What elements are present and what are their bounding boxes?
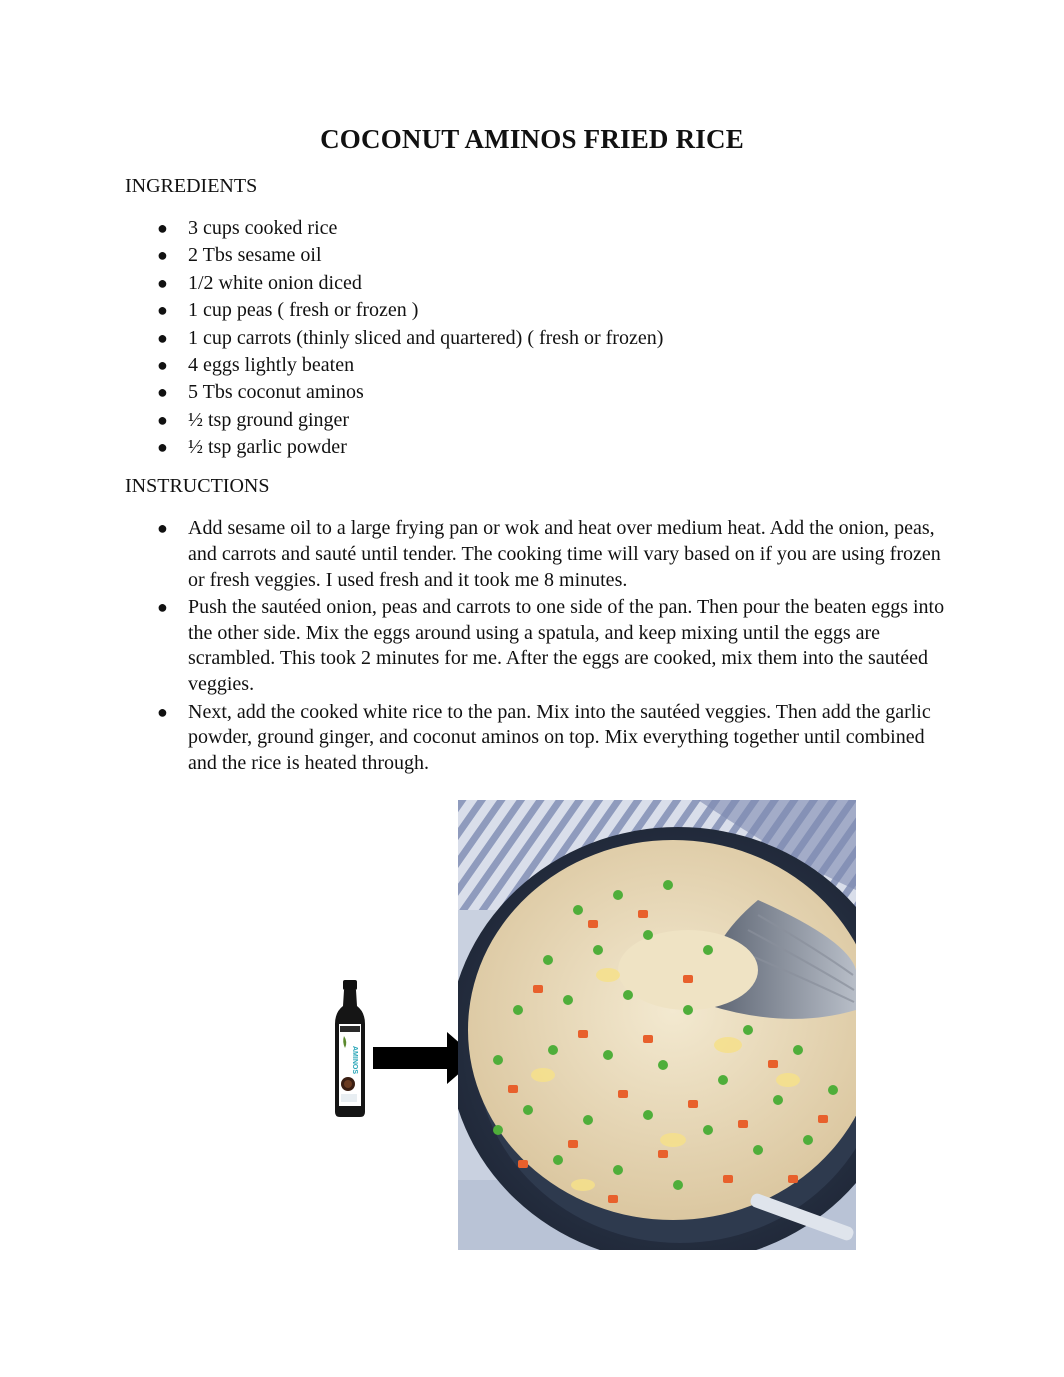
coconut-aminos-bottle-icon (332, 980, 368, 1118)
bullet-icon: ● (157, 300, 168, 321)
list-item (157, 270, 888, 297)
page-title: COCONUT AMINOS FRIED RICE (320, 124, 744, 154)
list-item (157, 242, 888, 269)
bullet-icon: ● (157, 437, 168, 458)
list-item (157, 516, 948, 593)
ingredient-text: 1 cup carrots (thinly sliced and quartered) ( fresh or frozen) (188, 326, 664, 349)
list-item (157, 352, 888, 379)
bullet-icon: ● (157, 354, 168, 375)
bullet-icon: ● (157, 596, 168, 617)
bullet-icon: ● (157, 518, 168, 538)
list-item (157, 700, 948, 777)
bullet-icon: ● (157, 409, 168, 430)
list-item (157, 325, 888, 352)
instruction-text: Add sesame oil to a large frying pan or wok and heat over medium heat. Add the onion, peas, and carrots and sauté until tender. The cooking time will vary based on if you are using frozen or fresh veggies. I used fresh and it took me 8 minutes. (188, 517, 941, 591)
fried-rice-photo (458, 800, 856, 1250)
list-item (157, 379, 888, 406)
bottle-label: AMINOS (351, 1046, 358, 1074)
ingredient-text: ½ tsp garlic powder (188, 436, 347, 459)
instruction-text: Push the sautéed onion, peas and carrots to one side of the pan. Then pour the beaten eggs into the other side. Mix the eggs around using a spatula, and keep mixing until the eggs are scrambled. This took 2 minutes for me. After the eggs are cooked, mix them into the sautéed veggies. (188, 595, 945, 696)
ingredient-text: 3 cups cooked rice (188, 217, 338, 239)
ingredient-text: 1/2 white onion diced (188, 271, 362, 294)
bullet-icon: ● (157, 382, 168, 403)
list-item (157, 434, 888, 461)
instruction-text: Next, add the cooked white rice to the pan. Mix into the sautéed veggies. Then add the garlic powder, ground ginger, and coconut aminos on top. Mix everything together until combined and the rice is heated through. (188, 700, 931, 775)
instructions-heading: INSTRUCTIONS (125, 475, 270, 497)
ingredient-text: 1 cup peas ( fresh or frozen ) (188, 299, 419, 322)
ingredient-text: 2 Tbs sesame oil (188, 244, 322, 267)
list-item (157, 407, 888, 434)
ingredient-text: ½ tsp ground ginger (188, 408, 350, 431)
bullet-icon: ● (157, 218, 168, 238)
bullet-icon: ● (157, 327, 168, 348)
ingredients-list (157, 215, 888, 462)
ingredients-heading: INGREDIENTS (125, 175, 258, 197)
bullet-icon: ● (157, 272, 168, 293)
ingredient-text: 4 eggs lightly beaten (188, 353, 355, 376)
list-item (157, 595, 948, 698)
bullet-icon: ● (157, 245, 168, 266)
list-item (157, 215, 888, 242)
bullet-icon: ● (157, 701, 168, 722)
list-item (157, 297, 888, 324)
ingredient-text: 5 Tbs coconut aminos (188, 381, 364, 404)
instructions-list (157, 516, 948, 778)
